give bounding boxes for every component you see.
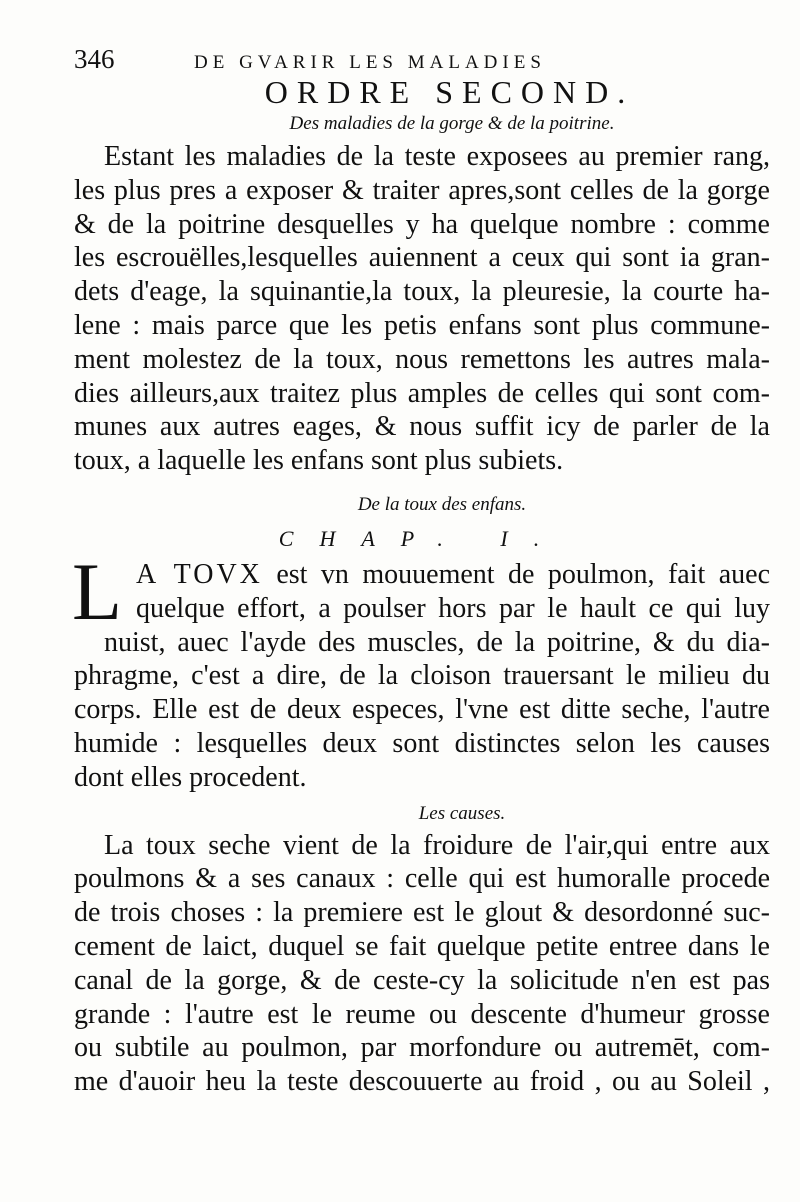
text-line: munes aux autres eages, & nous suffit icy de parler de la (74, 411, 770, 443)
text-line: cement de laict, duquel se fait quelque petite entree dans le (74, 930, 770, 962)
text-line: corps. Elle est de deux especes, l'vne est ditte seche, l'autre (74, 694, 770, 726)
section-title: ORDRE SECOND. (264, 74, 635, 110)
drop-cap: L (72, 545, 123, 637)
text-line: phragme, c'est a dire, de la cloison trauersant le milieu du (74, 660, 770, 692)
first-word: A TOVX (136, 558, 263, 590)
first-line-rest: est vn mouuement de poulmon, fait auec (276, 558, 770, 590)
text-line: dets d'eage, la squinantie,la toux, la pleuresie, la courte ha- (74, 276, 770, 308)
text-line: dies ailleurs,aux traitez plus amples de celles qui sont com- (74, 377, 770, 409)
text-line: ou subtile au poulmon, par morfondure ou autremēt, com- (74, 1032, 770, 1064)
page-number: 346 (74, 44, 115, 74)
chapter-number: CHAP. I. (278, 525, 566, 551)
text-line: me d'auoir heu la teste descouuerte au froid , ou au Soleil , (74, 1066, 770, 1098)
section-subtitle: Des maladies de la gorge & de la poitrine. (289, 113, 615, 134)
text-line: toux, a laquelle les enfans sont plus subiets. (74, 445, 564, 477)
text-line (74, 558, 770, 592)
text-line: canal de la gorge, & de ceste-cy la solicitude n'en est pas (74, 964, 770, 996)
causes-title: Les causes. (418, 802, 506, 824)
text-line: La toux seche vient de la froidure de l'air,qui entre aux (104, 829, 770, 861)
text-line: quelque effort, a poulser hors par le hault ce qui luy (136, 592, 770, 624)
text-line: & de la poitrine desquelles y ha quelque nombre : comme (74, 208, 770, 240)
text-line: grande : l'autre est le reume ou descente d'humeur grosse (74, 998, 770, 1030)
text-line: les escrouëlles,lesquelles auiennent a ceux qui sont ia gran- (74, 242, 770, 274)
text-line: humide : lesquelles deux sont distinctes selon les causes (74, 727, 770, 759)
intro-paragraph (74, 140, 770, 478)
text-line: lene : mais parce que les petis enfans sont plus commune- (74, 309, 770, 341)
text-line: nuist, auec l'ayde des muscles, de la poitrine, & du dia- (104, 626, 770, 658)
running-head: DE GVARIR LES MALADIES (194, 52, 546, 73)
text-line: les plus pres a exposer & traiter apres,sont celles de la gorge (74, 174, 770, 206)
text-line: poulmons & a ses canaux : celle qui est humoralle procede (74, 863, 770, 895)
chapter-title: De la toux des enfans. (357, 493, 527, 515)
text-line: de trois choses : la premiere est le glout & desordonné suc- (74, 897, 770, 929)
text-line: ment molestez de la toux, nous remettons les autres mala- (74, 343, 770, 375)
text-line: dont elles procedent. (74, 761, 307, 793)
page-header (74, 44, 770, 74)
chapter-paragraph (72, 545, 770, 795)
text-line: Estant les maladies de la teste exposees au premier rang, (104, 141, 770, 172)
causes-paragraph (74, 829, 770, 1099)
